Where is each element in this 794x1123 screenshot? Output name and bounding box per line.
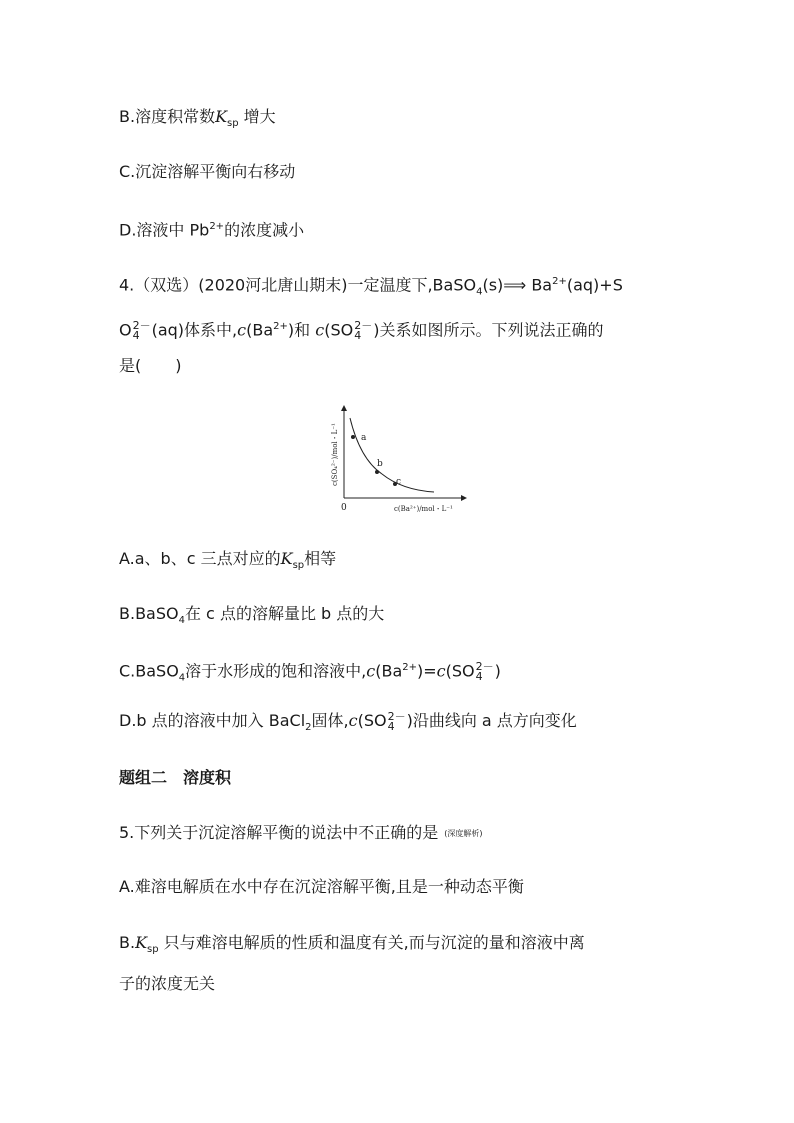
option-4c: C.BaSO$_4$溶于水形成的饱和溶液中$,c(Ba^{2+})=c(SO$ 2－ 4 )	[119, 659, 501, 684]
sulfate-charge: 2－ 4	[354, 318, 373, 342]
option-3b: B.溶度积常数$K_{sp}$ 增大	[119, 107, 276, 130]
analysis-note: (深度解析)	[444, 829, 483, 838]
sulfate-charge: 2－ 4	[387, 709, 406, 733]
option-3d: D.溶液中 $Pb^{2+}$的浓度减小	[119, 220, 305, 240]
solubility-graph	[326, 404, 476, 520]
point-b-label: b	[377, 459, 383, 469]
option-5b-continued: 子的浓度无关	[119, 974, 216, 993]
question-4-line-1: 4.（双选）(2020河北唐山期末)一定温度下,BaSO$_4$(s)⟹ $Ba^{2+}(aq)+S$	[119, 275, 623, 298]
section-heading: 题组二 溶度积	[119, 768, 232, 787]
option-4b: B.BaSO$_4$在 c 点的溶解量比 b 点的大	[119, 604, 385, 627]
point-a	[351, 435, 355, 439]
point-c-label: c	[396, 477, 402, 487]
sulfate-charge: 2－ 4	[132, 318, 151, 342]
option-4d: D.b 点的溶液中加入 BaCl$_2$固体,c(SO 2－ 4 )沿曲线向 a 点方向变化	[119, 709, 577, 734]
origin-label: 0	[341, 503, 347, 513]
question-5: 5.下列关于沉淀溶解平衡的说法中不正确的是 (深度解析)	[119, 823, 483, 842]
solubility-curve	[350, 418, 434, 492]
y-axis-label: c(SO₄²⁻)/mol・L⁻¹	[331, 423, 339, 486]
option-5a: A.难溶电解质在水中存在沉淀溶解平衡,且是一种动态平衡	[119, 877, 524, 896]
question-4-line-3: 是( )	[119, 356, 182, 375]
point-b	[375, 470, 379, 474]
option-5b: $B.K_{sp}$ 只与难溶电解质的性质和温度有关,而与沉淀的量和溶液中离	[119, 933, 585, 956]
point-a-label: a	[361, 433, 367, 443]
question-4-line-2: O 2－ 4 (aq)体系中$,c(Ba^{2+})$和 c(SO 2－ 4 )关系如图所示。下列说法正确的	[119, 318, 604, 342]
option-3c: C.沉淀溶解平衡向右移动	[119, 162, 296, 181]
y-axis-arrow	[341, 405, 347, 411]
x-axis-arrow	[461, 495, 467, 501]
x-axis-label: c(Ba²⁺)/mol・L⁻¹	[394, 505, 453, 513]
sulfate-charge: 2－ 4	[475, 659, 494, 683]
option-4a: A.a、b、c 三点对应的$K_{sp}$相等	[119, 549, 337, 572]
